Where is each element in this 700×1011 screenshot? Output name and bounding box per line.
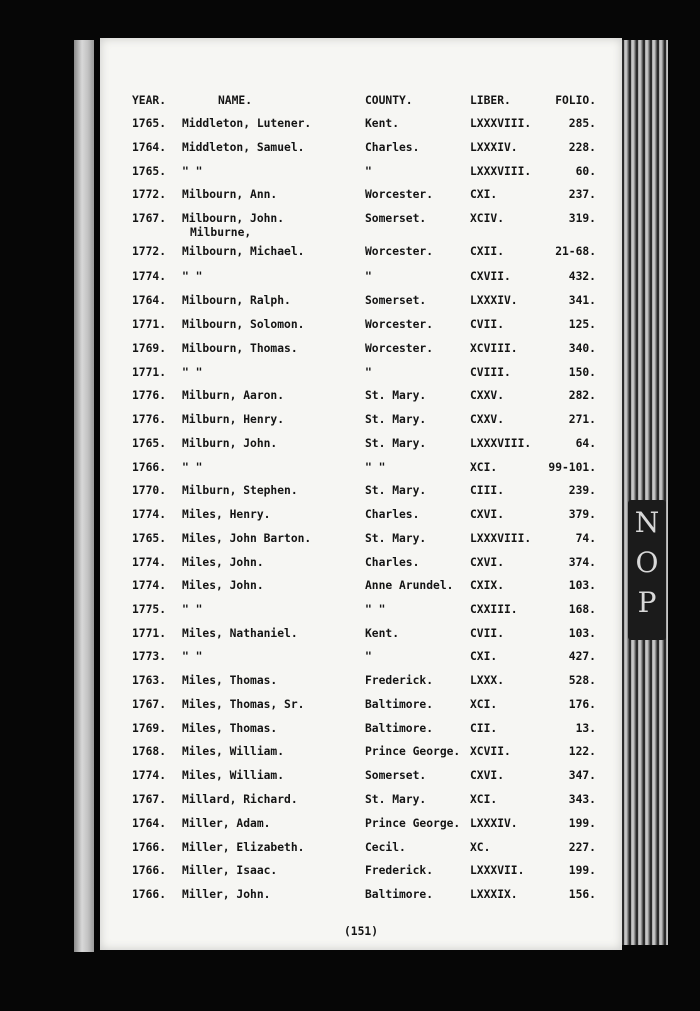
county-cell: Worcester. — [365, 342, 434, 355]
year-cell: 1771. — [132, 627, 167, 640]
folio-cell: 199. — [568, 864, 596, 877]
name-cell — [182, 532, 311, 546]
county-cell: " " — [365, 603, 386, 616]
liber-cell: CVII. — [470, 318, 505, 331]
name-line: Miles, Thomas. — [182, 722, 278, 735]
county-cell: St. Mary. — [365, 437, 427, 450]
name-cell — [182, 188, 277, 202]
name-line: Miller, Elizabeth. — [182, 841, 305, 854]
liber-cell: CXXIII. — [470, 603, 518, 616]
year-cell: 1766. — [132, 864, 167, 877]
name-line: Middleton, Lutener. — [182, 117, 312, 130]
name-line: Milbourn, Michael. — [182, 245, 305, 258]
folio-cell: 13. — [575, 722, 596, 735]
county-cell: " — [365, 366, 372, 379]
folio-cell: 199. — [568, 817, 596, 830]
folio-cell: 103. — [568, 579, 596, 592]
name-cell — [182, 117, 311, 131]
year-cell: 1774. — [132, 579, 167, 592]
name-alias-line: Milburne, — [190, 226, 252, 239]
name-line: " " — [182, 366, 203, 379]
year-cell: 1767. — [132, 793, 167, 806]
name-line: " " — [182, 270, 203, 283]
year-cell: 1770. — [132, 484, 167, 497]
liber-cell: CXI. — [470, 650, 498, 663]
liber-cell: XC. — [470, 841, 491, 854]
folio-cell: 237. — [568, 188, 596, 201]
liber-cell: XCIV. — [470, 212, 505, 225]
name-line: Miller, Adam. — [182, 817, 271, 830]
name-cell — [182, 389, 284, 403]
name-line: Miles, John. — [182, 579, 264, 592]
folio-cell: 528. — [568, 674, 596, 687]
liber-header: LIBER. — [470, 94, 511, 107]
liber-cell: LXXXIV. — [470, 294, 518, 307]
liber-cell: CVIII. — [470, 366, 511, 379]
county-cell: Charles. — [365, 141, 420, 154]
county-cell: St. Mary. — [365, 413, 427, 426]
name-cell — [182, 579, 264, 593]
county-cell: Somerset. — [365, 769, 427, 782]
liber-cell: LXXXIV. — [470, 817, 518, 830]
year-cell: 1774. — [132, 508, 167, 521]
name-line: " " — [182, 603, 203, 616]
year-cell: 1765. — [132, 532, 167, 545]
folio-cell: 271. — [568, 413, 596, 426]
liber-cell: XCI. — [470, 461, 498, 474]
year-cell: 1766. — [132, 461, 167, 474]
county-cell: Somerset. — [365, 294, 427, 307]
year-cell: 1765. — [132, 165, 167, 178]
year-cell: 1774. — [132, 270, 167, 283]
name-line: Milbourn, Ann. — [182, 188, 278, 201]
name-line: Millard, Richard. — [182, 793, 298, 806]
county-cell: " — [365, 165, 372, 178]
name-line: Miller, Isaac. — [182, 864, 278, 877]
page-number: (151) — [343, 925, 378, 938]
county-cell: Frederick. — [365, 674, 434, 687]
county-cell: St. Mary. — [365, 389, 427, 402]
spine-label — [628, 500, 666, 640]
liber-cell: CXVI. — [470, 556, 505, 569]
name-line: Milburn, Stephen. — [182, 484, 298, 497]
liber-cell: CXIX. — [470, 579, 505, 592]
name-cell — [182, 318, 304, 332]
liber-cell: LXXX. — [470, 674, 505, 687]
name-line: Miles, Nathaniel. — [182, 627, 298, 640]
name-line: Milbourn, John. — [182, 212, 285, 225]
year-cell: 1769. — [132, 722, 167, 735]
year-cell: 1764. — [132, 294, 167, 307]
folio-cell: 103. — [568, 627, 596, 640]
folio-cell: 374. — [568, 556, 596, 569]
name-cell — [182, 745, 284, 759]
liber-cell: CII. — [470, 722, 498, 735]
folio-cell: 60. — [575, 165, 596, 178]
name-line: " " — [182, 461, 203, 474]
name-line: Miles, Thomas, Sr. — [182, 698, 305, 711]
county-cell: Somerset. — [365, 212, 427, 225]
name-cell — [182, 817, 270, 831]
folio-cell: 168. — [568, 603, 596, 616]
liber-cell: LXXXVIII. — [470, 437, 532, 450]
name-cell — [182, 212, 284, 240]
county-cell: Baltimore. — [365, 888, 434, 901]
table-row — [100, 888, 622, 918]
folio-cell: 125. — [568, 318, 596, 331]
name-cell — [182, 556, 264, 570]
year-cell: 1766. — [132, 888, 167, 901]
year-cell: 1767. — [132, 212, 167, 225]
folio-cell: 227. — [568, 841, 596, 854]
name-line: Miles, Thomas. — [182, 674, 278, 687]
year-cell: 1776. — [132, 413, 167, 426]
year-cell: 1772. — [132, 245, 167, 258]
name-cell — [182, 461, 202, 475]
name-cell — [182, 888, 270, 902]
name-cell — [182, 484, 298, 498]
folio-cell: 228. — [568, 141, 596, 154]
name-line: Milbourn, Solomon. — [182, 318, 305, 331]
county-cell: Charles. — [365, 556, 420, 569]
name-line: Middleton, Samuel. — [182, 141, 305, 154]
name-line: Milburn, John. — [182, 437, 278, 450]
county-cell: " — [365, 650, 372, 663]
name-line: " " — [182, 650, 203, 663]
year-cell: 1776. — [132, 389, 167, 402]
liber-cell: CXVI. — [470, 508, 505, 521]
spine-letter: N — [634, 506, 660, 539]
liber-cell: LXXXVIII. — [470, 532, 532, 545]
liber-cell: CVII. — [470, 627, 505, 640]
folio-cell: 432. — [568, 270, 596, 283]
year-cell: 1771. — [132, 318, 167, 331]
liber-cell: CXII. — [470, 245, 505, 258]
county-cell: Cecil. — [365, 841, 406, 854]
liber-cell: LXXXIX. — [470, 888, 518, 901]
year-cell: 1767. — [132, 698, 167, 711]
folio-cell: 239. — [568, 484, 596, 497]
year-cell: 1775. — [132, 603, 167, 616]
year-cell: 1764. — [132, 817, 167, 830]
name-cell — [182, 698, 304, 712]
liber-cell: LXXXIV. — [470, 141, 518, 154]
spine-letter: O — [635, 546, 659, 579]
folio-cell: 74. — [575, 532, 596, 545]
name-line: Miller, John. — [182, 888, 271, 901]
name-line: Milburn, Henry. — [182, 413, 285, 426]
name-cell — [182, 342, 298, 356]
folio-cell: 347. — [568, 769, 596, 782]
name-cell — [182, 270, 202, 284]
liber-cell: CIII. — [470, 484, 505, 497]
liber-cell: CXXV. — [470, 389, 505, 402]
year-cell: 1766. — [132, 841, 167, 854]
year-cell: 1768. — [132, 745, 167, 758]
county-cell: Prince George. — [365, 745, 461, 758]
county-cell: " — [365, 270, 372, 283]
book-spine — [622, 40, 668, 945]
county-cell: Anne Arundel. — [365, 579, 454, 592]
year-cell: 1773. — [132, 650, 167, 663]
county-cell: Baltimore. — [365, 722, 434, 735]
folio-cell: 427. — [568, 650, 596, 663]
county-cell: Kent. — [365, 117, 400, 130]
county-cell: Charles. — [365, 508, 420, 521]
liber-cell: LXXXVIII. — [470, 117, 532, 130]
county-cell: Frederick. — [365, 864, 434, 877]
folio-cell: 156. — [568, 888, 596, 901]
name-cell — [182, 841, 304, 855]
liber-cell: CXVII. — [470, 270, 511, 283]
name-cell — [182, 769, 284, 783]
folio-cell: 285. — [568, 117, 596, 130]
county-cell: " " — [365, 461, 386, 474]
folio-cell: 282. — [568, 389, 596, 402]
folio-cell: 99-101. — [548, 461, 596, 474]
name-line: Milbourn, Thomas. — [182, 342, 298, 355]
name-line: Miles, William. — [182, 745, 285, 758]
liber-cell: XCI. — [470, 698, 498, 711]
name-line: " " — [182, 165, 203, 178]
liber-cell: LXXXVII. — [470, 864, 525, 877]
name-line: Miles, John. — [182, 556, 264, 569]
name-cell — [182, 864, 277, 878]
folio-cell: 319. — [568, 212, 596, 225]
ledger-page — [100, 38, 622, 950]
year-cell: 1774. — [132, 556, 167, 569]
name-cell — [182, 603, 202, 617]
folio-cell: 122. — [568, 745, 596, 758]
name-cell — [182, 366, 202, 380]
year-cell: 1771. — [132, 366, 167, 379]
folio-cell: 176. — [568, 698, 596, 711]
name-cell — [182, 650, 202, 664]
county-cell: St. Mary. — [365, 484, 427, 497]
county-cell: Kent. — [365, 627, 400, 640]
name-line: Miles, William. — [182, 769, 285, 782]
book-left-edge — [74, 40, 94, 952]
folio-cell: 343. — [568, 793, 596, 806]
county-header: COUNTY. — [365, 94, 413, 107]
name-cell — [182, 294, 291, 308]
name-cell — [182, 722, 277, 736]
year-cell: 1769. — [132, 342, 167, 355]
county-cell: St. Mary. — [365, 793, 427, 806]
liber-cell: XCVII. — [470, 745, 511, 758]
name-line: Milburn, Aaron. — [182, 389, 285, 402]
liber-cell: XCVIII. — [470, 342, 518, 355]
folio-cell: 379. — [568, 508, 596, 521]
name-cell — [182, 508, 270, 522]
name-cell — [182, 245, 304, 259]
liber-cell: CXVI. — [470, 769, 505, 782]
folio-cell: 150. — [568, 366, 596, 379]
table-row — [100, 212, 622, 242]
year-cell: 1765. — [132, 437, 167, 450]
folio-cell: 64. — [575, 437, 596, 450]
liber-cell: XCI. — [470, 793, 498, 806]
county-cell: Worcester. — [365, 245, 434, 258]
name-cell — [182, 141, 304, 155]
county-cell: Prince George. — [365, 817, 461, 830]
name-cell — [182, 674, 277, 688]
year-cell: 1772. — [132, 188, 167, 201]
year-cell: 1774. — [132, 769, 167, 782]
folio-cell: 341. — [568, 294, 596, 307]
name-cell — [182, 627, 298, 641]
name-cell — [182, 793, 298, 807]
liber-cell: LXXXVIII. — [470, 165, 532, 178]
year-cell: 1763. — [132, 674, 167, 687]
name-cell — [182, 437, 277, 451]
county-cell: Worcester. — [365, 188, 434, 201]
liber-cell: CXXV. — [470, 413, 505, 426]
spine-letter: P — [637, 586, 657, 619]
year-header: YEAR. — [132, 94, 167, 107]
liber-cell: CXI. — [470, 188, 498, 201]
year-cell: 1765. — [132, 117, 167, 130]
folio-header: FOLIO. — [555, 94, 596, 107]
county-cell: Baltimore. — [365, 698, 434, 711]
name-line: Miles, Henry. — [182, 508, 271, 521]
name-line: Miles, John Barton. — [182, 532, 312, 545]
folio-cell: 340. — [568, 342, 596, 355]
name-line: Milbourn, Ralph. — [182, 294, 291, 307]
name-cell — [182, 165, 202, 179]
county-cell: St. Mary. — [365, 532, 427, 545]
year-cell: 1764. — [132, 141, 167, 154]
name-header: NAME. — [218, 94, 253, 107]
county-cell: Worcester. — [365, 318, 434, 331]
name-cell — [182, 413, 284, 427]
folio-cell: 21-68. — [555, 245, 596, 258]
